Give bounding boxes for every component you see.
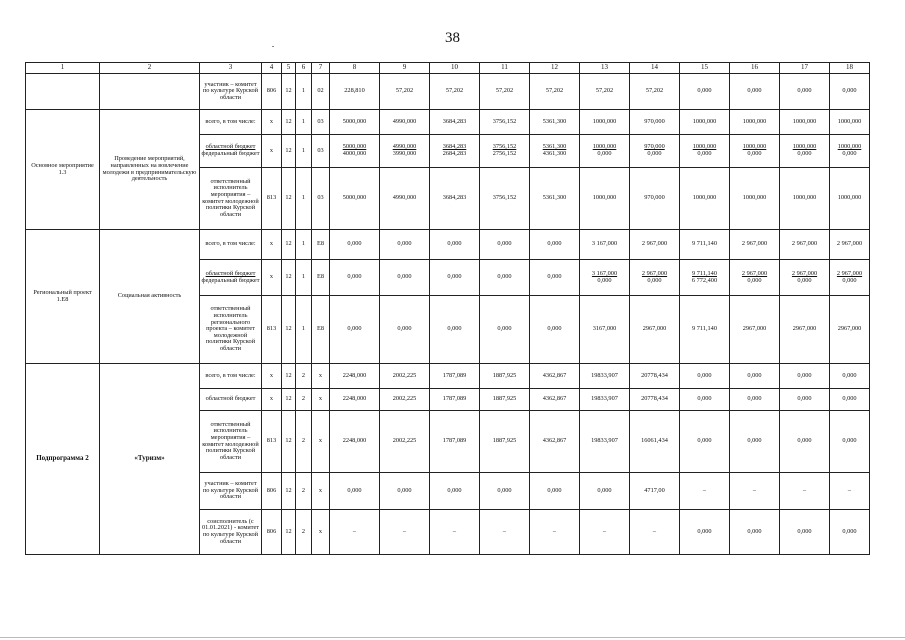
amount-cell: 2 967,000 0,000 xyxy=(780,260,830,296)
amount-cell: 57,202 xyxy=(580,74,630,110)
amount-cell: 16061,434 xyxy=(630,411,680,473)
amount-cell: 19833,907 xyxy=(580,389,630,411)
amount-cell: 228,810 xyxy=(330,74,380,110)
amount-cell: 0,000 xyxy=(730,510,780,555)
amount-cell: 57,202 xyxy=(380,74,430,110)
amount-cell: 0,000 xyxy=(830,411,870,473)
empty-cell xyxy=(26,74,100,110)
code-cell: 2 xyxy=(296,473,312,510)
code-cell: 12 xyxy=(282,510,296,555)
amount-cell: – xyxy=(680,473,730,510)
executor-cell: ответственный исполнитель мероприятия – комитет молодежной политики Курской области xyxy=(200,411,262,473)
amount-cell: 2 967,000 0,000 xyxy=(630,260,680,296)
code-cell: 806 xyxy=(262,473,282,510)
code-cell: 03 xyxy=(312,110,330,135)
column-number: 7 xyxy=(312,63,330,74)
budget-table xyxy=(25,62,870,555)
amount-cell: 0,000 xyxy=(780,74,830,110)
amount-cell: 19833,907 xyxy=(580,411,630,473)
amount-cell: 1000,000 xyxy=(730,110,780,135)
amount-cell: 3 167,000 0,000 xyxy=(580,260,630,296)
amount-cell: 970,000 xyxy=(630,168,680,230)
amount-cell: 5000,000 xyxy=(330,168,380,230)
code-cell: x xyxy=(262,260,282,296)
column-number: 3 xyxy=(200,63,262,74)
amount-cell: 4362,867 xyxy=(530,411,580,473)
program-name: Региональный проект 1.Е8 xyxy=(26,230,100,364)
code-cell: x xyxy=(312,473,330,510)
amount-cell: 9 711,140 xyxy=(680,296,730,364)
table-row xyxy=(26,74,870,110)
amount-cell: 1000,000 xyxy=(780,168,830,230)
amount-cell: – xyxy=(380,510,430,555)
amount-cell: 0,000 xyxy=(830,74,870,110)
amount-cell: 2248,000 xyxy=(330,389,380,411)
table-row xyxy=(26,364,870,389)
code-cell: 12 xyxy=(282,389,296,411)
amount-cell: 3684,283 xyxy=(430,168,480,230)
amount-cell: 0,000 xyxy=(680,389,730,411)
amount-cell: 20778,434 xyxy=(630,364,680,389)
amount-cell: 1887,925 xyxy=(480,411,530,473)
code-cell: 2 xyxy=(296,364,312,389)
scan-edge-line xyxy=(0,637,905,638)
code-cell: 12 xyxy=(282,135,296,168)
amount-cell: 2967,000 xyxy=(830,296,870,364)
executor-cell: ответственный исполнитель регионального проекта – комитет молодежной политики Курской области xyxy=(200,296,262,364)
amount-cell: 2 967,000 xyxy=(780,230,830,260)
amount-cell: 1787,089 xyxy=(430,411,480,473)
amount-cell: 1000,000 xyxy=(580,110,630,135)
code-cell: 12 xyxy=(282,168,296,230)
amount-cell: – xyxy=(830,473,870,510)
column-number: 5 xyxy=(282,63,296,74)
amount-cell: 1787,089 xyxy=(430,389,480,411)
amount-cell: 3684,283 xyxy=(430,110,480,135)
code-cell: x xyxy=(262,389,282,411)
amount-cell: 1787,089 xyxy=(430,364,480,389)
amount-cell: 0,000 xyxy=(580,473,630,510)
executor-cell: всего, в том числе: xyxy=(200,110,262,135)
amount-cell: 1000,000 xyxy=(780,110,830,135)
amount-cell: 5361,300 xyxy=(530,110,580,135)
amount-cell: 0,000 xyxy=(780,364,830,389)
amount-cell: 20778,434 xyxy=(630,389,680,411)
amount-cell: 0,000 xyxy=(330,296,380,364)
code-cell: 813 xyxy=(262,411,282,473)
table-row xyxy=(26,230,870,260)
executor-cell: областной бюджет федеральный бюджет xyxy=(200,135,262,168)
column-number: 2 xyxy=(100,63,200,74)
column-number: 11 xyxy=(480,63,530,74)
amount-cell: – xyxy=(480,510,530,555)
amount-cell: 0,000 xyxy=(730,411,780,473)
amount-cell: 0,000 xyxy=(730,364,780,389)
amount-cell: 3756,152 xyxy=(480,168,530,230)
amount-cell: – xyxy=(780,473,830,510)
code-cell: 1 xyxy=(296,135,312,168)
amount-cell: 0,000 xyxy=(530,260,580,296)
amount-cell: 0,000 xyxy=(480,473,530,510)
code-cell: Е8 xyxy=(312,230,330,260)
amount-cell: 9 711,140 xyxy=(680,230,730,260)
column-number: 17 xyxy=(780,63,830,74)
amount-cell: 1000,000 xyxy=(680,168,730,230)
amount-cell: 0,000 xyxy=(430,260,480,296)
code-cell: x xyxy=(312,364,330,389)
program-description: Проведение мероприятий, направленных на вовлечение молодежи в предпринимательскую деятельность xyxy=(100,110,200,230)
amount-cell: 57,202 xyxy=(530,74,580,110)
code-cell: x xyxy=(262,364,282,389)
code-cell: 12 xyxy=(282,473,296,510)
amount-cell: 0,000 xyxy=(530,473,580,510)
code-cell: 12 xyxy=(282,411,296,473)
amount-cell: 5361,300 4361,300 xyxy=(530,135,580,168)
column-number: 1 xyxy=(26,63,100,74)
code-cell: 12 xyxy=(282,260,296,296)
column-number: 15 xyxy=(680,63,730,74)
amount-cell: 4990,000 3990,000 xyxy=(380,135,430,168)
amount-cell: 1887,925 xyxy=(480,389,530,411)
code-cell: Е8 xyxy=(312,260,330,296)
code-cell: 813 xyxy=(262,168,282,230)
amount-cell: 4362,867 xyxy=(530,389,580,411)
code-cell: 2 xyxy=(296,411,312,473)
table-row xyxy=(26,110,870,135)
amount-cell: 19833,907 xyxy=(580,364,630,389)
empty-cell xyxy=(100,74,200,110)
code-cell: 813 xyxy=(262,296,282,364)
amount-cell: 2002,225 xyxy=(380,364,430,389)
code-cell: x xyxy=(312,510,330,555)
code-cell: x xyxy=(262,230,282,260)
amount-cell: – xyxy=(530,510,580,555)
executor-cell: всего, в том числе: xyxy=(200,230,262,260)
executor-cell: областной бюджет федеральный бюджет xyxy=(200,260,262,296)
amount-cell: 1000,000 0,000 xyxy=(680,135,730,168)
amount-cell: 3756,152 xyxy=(480,110,530,135)
amount-cell: 1000,000 0,000 xyxy=(580,135,630,168)
page-number: 38 xyxy=(445,30,460,46)
amount-cell: 0,000 xyxy=(430,296,480,364)
amount-cell: 2248,000 xyxy=(330,364,380,389)
amount-cell: 4717,00 xyxy=(630,473,680,510)
amount-cell: 0,000 xyxy=(480,296,530,364)
amount-cell: – xyxy=(730,473,780,510)
amount-cell: 2 967,000 xyxy=(630,230,680,260)
amount-cell: 2248,000 xyxy=(330,411,380,473)
amount-cell: 1000,000 xyxy=(680,110,730,135)
amount-cell: 0,000 xyxy=(380,260,430,296)
amount-cell: 57,202 xyxy=(630,74,680,110)
executor-cell: участник – комитет по культуре Курской области xyxy=(200,74,262,110)
amount-cell: 0,000 xyxy=(730,389,780,411)
executor-cell: всего, в том числе: xyxy=(200,364,262,389)
amount-cell: 0,000 xyxy=(430,230,480,260)
amount-cell: – xyxy=(330,510,380,555)
amount-cell: 0,000 xyxy=(780,389,830,411)
executor-cell: участник – комитет по культуре Курской области xyxy=(200,473,262,510)
amount-cell: 0,000 xyxy=(330,230,380,260)
code-cell: 02 xyxy=(312,74,330,110)
amount-cell: 0,000 xyxy=(680,364,730,389)
code-cell: 12 xyxy=(282,230,296,260)
code-cell: 1 xyxy=(296,296,312,364)
code-cell: 2 xyxy=(296,389,312,411)
amount-cell: 4990,000 xyxy=(380,110,430,135)
code-cell: x xyxy=(262,135,282,168)
program-name: Основное мероприятие 1.3 xyxy=(26,110,100,230)
code-cell: x xyxy=(312,389,330,411)
amount-cell: 3756,152 2756,152 xyxy=(480,135,530,168)
column-number: 12 xyxy=(530,63,580,74)
amount-cell: 1000,000 xyxy=(730,168,780,230)
column-number: 14 xyxy=(630,63,680,74)
code-cell: 2 xyxy=(296,510,312,555)
amount-cell: – xyxy=(430,510,480,555)
code-cell: 1 xyxy=(296,168,312,230)
amount-cell: 2 967,000 0,000 xyxy=(730,260,780,296)
amount-cell: 2 967,000 xyxy=(730,230,780,260)
code-cell: 12 xyxy=(282,364,296,389)
amount-cell: 0,000 xyxy=(680,74,730,110)
amount-cell: 1000,000 0,000 xyxy=(780,135,830,168)
amount-cell: 0,000 xyxy=(730,74,780,110)
amount-cell: 2002,225 xyxy=(380,411,430,473)
program-description: «Туризм» xyxy=(100,364,200,555)
amount-cell: 0,000 xyxy=(530,296,580,364)
amount-cell: 970,000 0,000 xyxy=(630,135,680,168)
amount-cell: 2 967,000 xyxy=(830,230,870,260)
amount-cell: 4362,867 xyxy=(530,364,580,389)
amount-cell: 0,000 xyxy=(680,411,730,473)
amount-cell: 3684,283 2684,283 xyxy=(430,135,480,168)
column-number: 16 xyxy=(730,63,780,74)
program-name: Подпрограмма 2 xyxy=(26,364,100,555)
code-cell: Е8 xyxy=(312,296,330,364)
amount-cell: 1000,000 xyxy=(830,168,870,230)
amount-cell: 57,202 xyxy=(480,74,530,110)
code-cell: 806 xyxy=(262,510,282,555)
code-cell: 1 xyxy=(296,110,312,135)
amount-cell: 1000,000 xyxy=(830,110,870,135)
code-cell: 806 xyxy=(262,74,282,110)
amount-cell: 0,000 xyxy=(480,260,530,296)
code-cell: 12 xyxy=(282,110,296,135)
amount-cell: 0,000 xyxy=(380,230,430,260)
amount-cell: 0,000 xyxy=(430,473,480,510)
amount-cell: 0,000 xyxy=(380,296,430,364)
amount-cell: 1000,000 xyxy=(580,168,630,230)
amount-cell: 1887,925 xyxy=(480,364,530,389)
column-number: 10 xyxy=(430,63,480,74)
code-cell: 12 xyxy=(282,74,296,110)
column-number: 8 xyxy=(330,63,380,74)
amount-cell: 0,000 xyxy=(680,510,730,555)
amount-cell: 2967,000 xyxy=(630,296,680,364)
column-number: 9 xyxy=(380,63,430,74)
amount-cell: 5000,000 4000,000 xyxy=(330,135,380,168)
column-number: 13 xyxy=(580,63,630,74)
amount-cell: 3 167,000 xyxy=(580,230,630,260)
amount-cell: 0,000 xyxy=(830,389,870,411)
amount-cell: 9 711,140 6 772,400 xyxy=(680,260,730,296)
code-cell: 1 xyxy=(296,74,312,110)
scan-speck xyxy=(272,46,274,47)
amount-cell: 5000,000 xyxy=(330,110,380,135)
executor-cell: ответственный исполнитель мероприятия – комитет молодежной политики Курской области xyxy=(200,168,262,230)
amount-cell: 0,000 xyxy=(480,230,530,260)
amount-cell: 2967,000 xyxy=(730,296,780,364)
code-cell: 03 xyxy=(312,168,330,230)
executor-cell: областной бюджет xyxy=(200,389,262,411)
column-number: 4 xyxy=(262,63,282,74)
column-number: 6 xyxy=(296,63,312,74)
code-cell: 1 xyxy=(296,230,312,260)
amount-cell: 970,000 xyxy=(630,110,680,135)
code-cell: 1 xyxy=(296,260,312,296)
amount-cell: 1000,000 0,000 xyxy=(730,135,780,168)
amount-cell: – xyxy=(580,510,630,555)
amount-cell: 0,000 xyxy=(330,473,380,510)
amount-cell: 0,000 xyxy=(830,510,870,555)
amount-cell: 2002,225 xyxy=(380,389,430,411)
amount-cell: 0,000 xyxy=(780,510,830,555)
code-cell: 12 xyxy=(282,296,296,364)
amount-cell: 0,000 xyxy=(330,260,380,296)
executor-cell: соисполнитель (с 01.01.2021) - комитет по культуре Курской области xyxy=(200,510,262,555)
code-cell: x xyxy=(312,411,330,473)
amount-cell: 0,000 xyxy=(530,230,580,260)
amount-cell: 1000,000 0,000 xyxy=(830,135,870,168)
amount-cell: 0,000 xyxy=(830,364,870,389)
amount-cell: 4990,000 xyxy=(380,168,430,230)
amount-cell: 3167,000 xyxy=(580,296,630,364)
header-row xyxy=(26,63,870,74)
program-description: Социальная активность xyxy=(100,230,200,364)
amount-cell: 0,000 xyxy=(380,473,430,510)
code-cell: x xyxy=(262,110,282,135)
amount-cell: 2967,000 xyxy=(780,296,830,364)
amount-cell: – xyxy=(630,510,680,555)
amount-cell: 57,202 xyxy=(430,74,480,110)
amount-cell: 5361,300 xyxy=(530,168,580,230)
column-number: 18 xyxy=(830,63,870,74)
amount-cell: 0,000 xyxy=(780,411,830,473)
code-cell: 03 xyxy=(312,135,330,168)
amount-cell: 2 967,000 0,000 xyxy=(830,260,870,296)
